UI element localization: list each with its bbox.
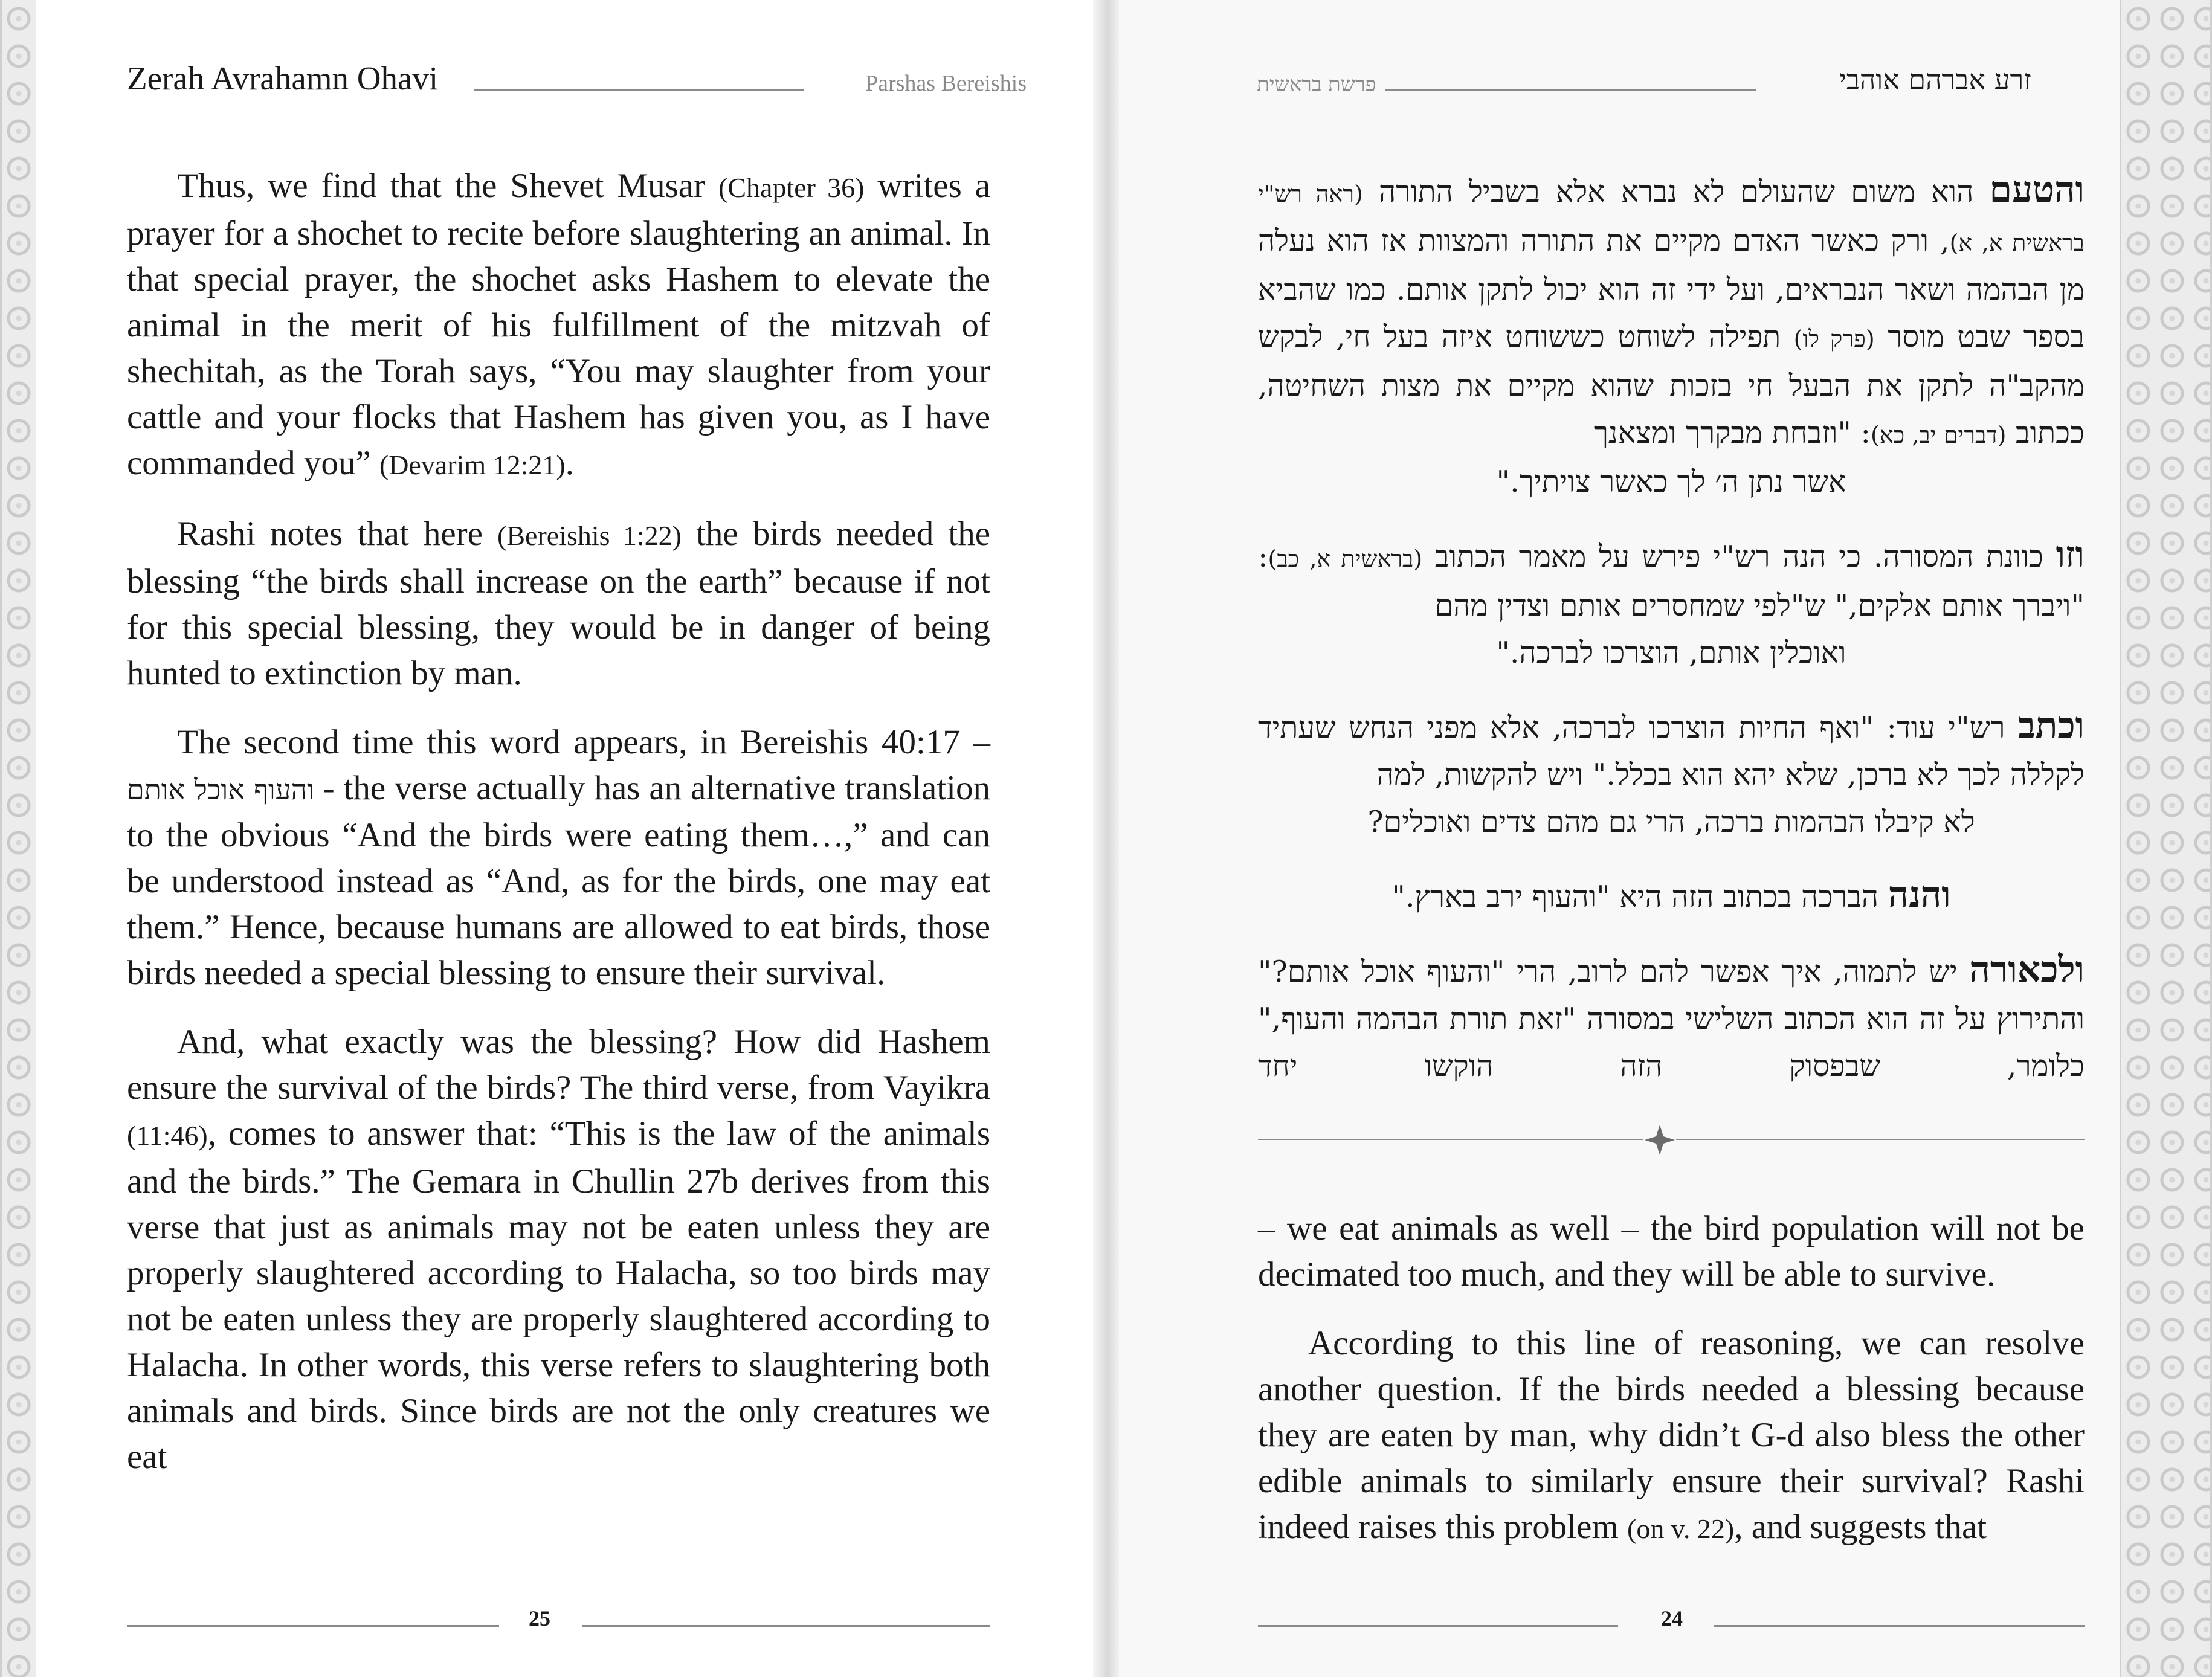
paragraph — [127, 511, 990, 697]
text: And, what exactly was the blessing? How did Hashem ensure the survival of the birds? The third verse, from Vayikra — [127, 1023, 990, 1107]
citation: (11:46) — [127, 1120, 208, 1151]
text: ואוכלין אותם, הוצרכו לברכה." — [1496, 636, 1846, 670]
header-rule — [1385, 89, 1756, 91]
citation: (Devarim 12:21) — [379, 449, 566, 480]
right-page — [1119, 0, 2120, 1677]
citation: (דברים יב, כא) — [1871, 422, 2007, 448]
citation: (בראשית א, כב) — [1268, 546, 1423, 572]
hebrew-paragraph — [1258, 702, 2085, 846]
footer-rule — [1714, 1625, 2085, 1627]
text: The second time this word appears, in Bereishis 40:17 – — [177, 723, 990, 761]
book-title-hebrew: זרע אברהם אוהבי — [1839, 63, 2031, 96]
paragraph — [1258, 1321, 2085, 1552]
text: כוונת המסורה. כי הנה רש"י פירש על מאמר הכתוב — [1422, 539, 2056, 574]
text: Thus, we find that the Shevet Musar — [177, 167, 719, 205]
text: הוא משום שהעולם לא נברא אלא בשביל התורה — [1362, 175, 1990, 209]
left-decorative-border — [0, 0, 37, 1677]
paragraph — [127, 1019, 990, 1480]
right-page-hebrew-body — [1258, 166, 2085, 1115]
diamond-ornament-icon — [1643, 1124, 1676, 1156]
citation: (Chapter 36) — [718, 172, 865, 203]
text: לא קיבלו הבהמות ברכה, הרי גם מהם צדים ואוכלים? — [1367, 805, 1975, 839]
parsha-hebrew: פרשת בראשית — [1257, 72, 1376, 97]
text: תפילה לשוחט כששוחט איזה בעל חי, לבקש מהקב"ה לתקן את הבעל חי בזכות שהוא מקיים את מצות השחיטה, ככתוב — [1258, 320, 2085, 450]
footer-rule — [1258, 1625, 1618, 1627]
text: According to this line of reasoning, we can resolve another question. If the birds needed a blessing because they are eaten by man, why didn’t G-d also bless the other edible animals to similarly ensure their survival? Rashi indeed raises this problem — [1258, 1324, 2085, 1546]
text: - the verse actually has an alternative translation to the obvious “And the birds were eating them…,” and can be understood instead as “And, as for the birds, one may eat them.” Hence, because humans are allowed to eat birds, those birds needed a special blessing to ensure their survival. — [127, 769, 990, 992]
left-page-header — [36, 57, 1093, 106]
footer-rule — [127, 1625, 499, 1627]
book-title-english: Zerah Avrahamn Ohavi — [127, 60, 439, 97]
citation: (ראה רש"י בראשית א, א) — [1258, 181, 2085, 256]
citation: (Bereishis 1:22) — [497, 520, 682, 551]
text: the birds needed the blessing “the birds shall increase on the earth” because if not for this special blessing, they would be in danger of being hunted to extinction by man. — [127, 515, 990, 692]
text: , ורק כאשר האדם מקיים את התורה והמצוות אז הוא נעלה מן הבהמה ושאר הנבראים, ועל ידי זה הוא יכול לתקן אותם. כמו שהביא בספר שבט מוסר — [1258, 224, 2085, 354]
book-gutter — [1093, 0, 1119, 1677]
text: writes a prayer for a shochet to recite before slaughtering an animal. In that special prayer, the shochet asks Hashem to elevate the animal in the merit of his fulfillment of the mitzvah of shechitah, as the Torah says, “You may slaughter from your cattle and your flocks that Hashem has given you, as I have commanded you” — [127, 167, 990, 482]
citation: (on v. 22) — [1627, 1513, 1735, 1544]
paragraph: – we eat animals as well – the bird population will not be decimated too much, and they will be able to survive. — [1258, 1209, 2085, 1293]
text: אשר נתן ה׳ לך כאשר צויתיך." — [1496, 465, 1846, 499]
hebrew-paragraph — [1258, 871, 2085, 921]
paragraph — [127, 163, 990, 488]
text: הברכה בכתוב הזה היא "והעוף ירב בארץ." — [1391, 880, 1888, 914]
lead-word: וזו — [2056, 533, 2085, 576]
hebrew-quote: והעוף אוכל אותם — [127, 773, 314, 806]
text: Rashi notes that here — [177, 515, 498, 553]
footer-rule — [582, 1625, 990, 1627]
page-number: 25 — [529, 1606, 550, 1630]
text: , comes to answer that: “This is the law of the animals and the birds.” The Gemara in Chullin 27b derives from this verse that just as animals may not be eaten unless they are properly slaughtered according to Halacha, so too birds may not be eaten unless they are properly slaughtered according to Halacha. In other words, this verse refers to slaughtering both animals and birds. Since birds are not the only creatures we eat — [127, 1115, 990, 1476]
right-page-header — [1119, 57, 2120, 106]
right-page-english-body — [1258, 1206, 2085, 1575]
text: : "וזבחת מבקרך ומצאנך — [1593, 416, 1871, 450]
citation: (פרק לו) — [1793, 326, 1875, 352]
hebrew-paragraph — [1258, 166, 2085, 506]
hebrew-paragraph — [1258, 946, 2085, 1090]
text: רש"י עוד: "ואף החיות הוצרכו לברכה, אלא מפני הנחש שעתיד לקללה לכך לא ברכן, שלא יהא הוא בכלל." ויש להקשות, למה — [1258, 710, 2085, 792]
text: יש לתמוה, איך אפשר להם לרוב, הרי "והעוף אוכל אותם?" והתירוץ על זה הוא הכתוב השלישי במסורה "זאת תורת הבהמה והעוף," כלומר, שבפסוק הזה הוקשו יחד — [1258, 954, 2085, 1083]
right-decorative-border — [2120, 0, 2212, 1677]
paragraph — [127, 719, 990, 996]
text: : "ויברך אותם אלקים," ש"לפי שמחסרים אותם וצדין מהם — [1258, 539, 2085, 623]
left-page — [36, 0, 1093, 1677]
page-number: 24 — [1661, 1606, 1683, 1630]
lead-word: והטעם — [1989, 169, 2085, 211]
left-page-body — [127, 163, 990, 1503]
lead-word: וכתב — [2017, 704, 2085, 747]
text: . — [565, 444, 574, 482]
text: , and suggests that — [1734, 1508, 1987, 1546]
header-rule — [474, 89, 804, 91]
lead-word: והנה — [1888, 874, 1951, 916]
lead-word: ולכאורה — [1969, 948, 2085, 991]
hebrew-paragraph — [1258, 531, 2085, 677]
parsha-english: Parshas Bereishis — [865, 71, 1027, 96]
